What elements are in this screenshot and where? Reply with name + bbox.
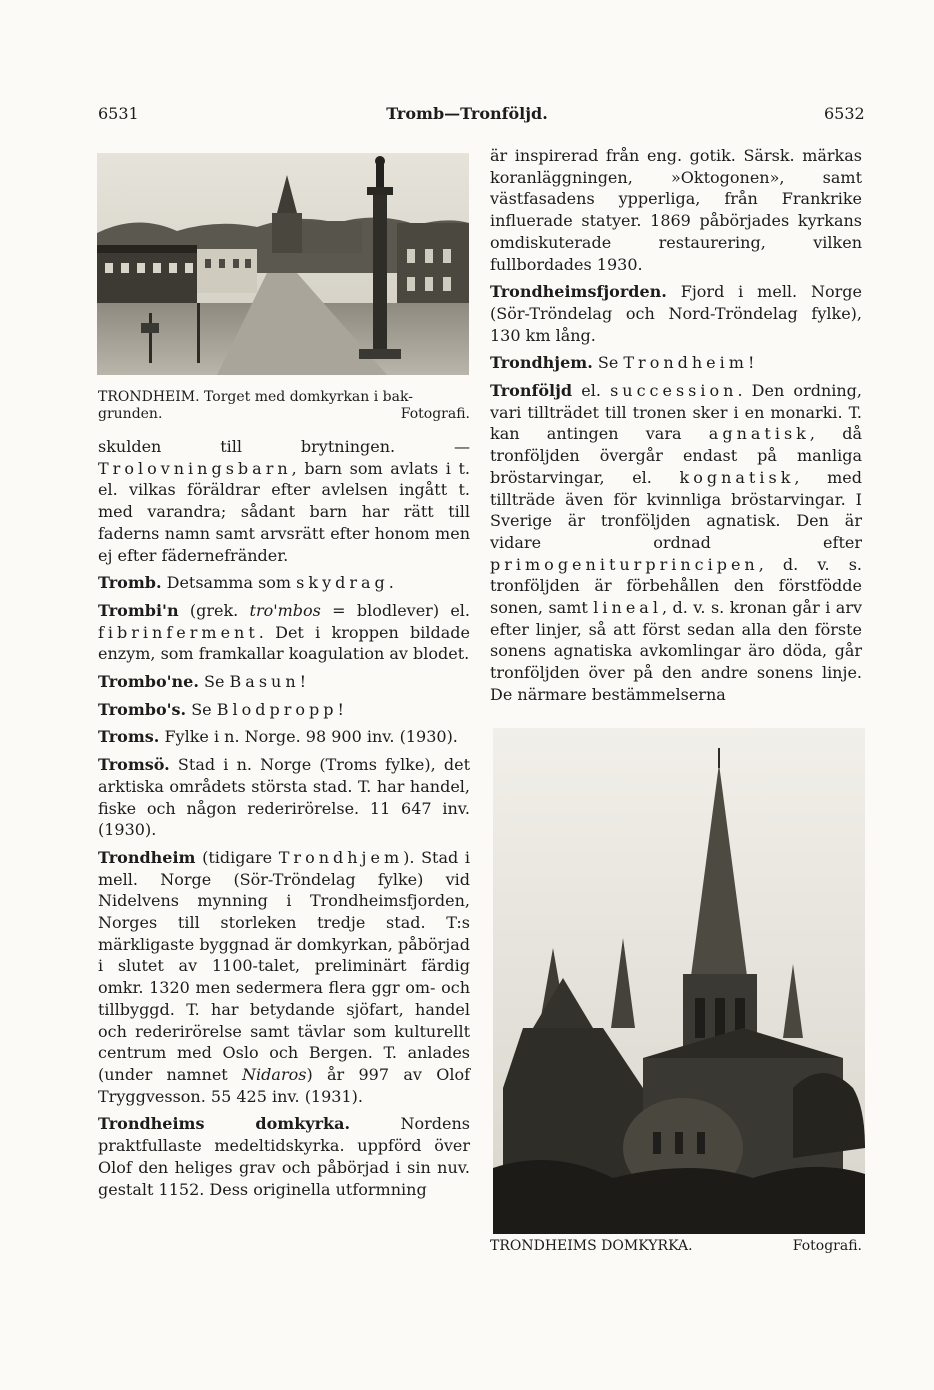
page-header (0, 104, 934, 128)
entry-text: Se (592, 353, 624, 373)
entry-text: . Den ordning, vari tillträdet till tronen sker i en monarki. T. kan antingen vara (490, 381, 863, 444)
entry-text: Trondheim (623, 353, 748, 373)
photo-trondheim-cathedral (493, 728, 865, 1234)
entry-text: är inspirerad från eng. gotik. Särsk. märkas koranläggningen, »Oktogonen», samt västfasadens ypperliga, från Frankrike influerade statyer. 1869 påbörjades kyrkans omdiskuterade restaurering, vilken fullbordades 1930. (490, 146, 862, 274)
entry-text: ! (299, 672, 307, 692)
entry-text: Trolovningsbarn (98, 458, 292, 478)
dictionary-entry (98, 436, 470, 566)
entry-text: tro'mbos (249, 600, 321, 620)
entry-text: agnatisk (708, 424, 810, 444)
page-number-right: 6532 (824, 104, 865, 123)
entry-text: ) år 997 av Olof Tryggvesson. 55 425 inv. (1931). (98, 1064, 470, 1106)
entry-text: Fjord i mell. Norge (Sör-Tröndelag och Nord-Tröndelag fylke), 130 km lång. (490, 282, 862, 345)
running-title: Tromb—Tronföljd. (386, 104, 548, 123)
dictionary-entry (98, 600, 470, 665)
figure-caption-bottom-credit: Fotografi. (792, 1238, 862, 1254)
entry-text: (tidigare (195, 847, 279, 867)
entry-text: skulden till brytningen. — (98, 437, 470, 456)
entry-text: ). Stad i mell. Norge (Sör-Tröndelag fylke) vid Nidelvens mynning i Trondheimsfjorden, Norges till storleken tredje stad. T:s märkligaste byggnad är domkyrkan, påbörjad i slutet av 1100-talet, preliminärt färdig omkr. 1320 men sedermera flera ggr om- och tillbyggd. T. har betydande sjöfart, handel och rederirörelse samt tävlar som kulturellt centrum med Oslo och Bergen. T. anlades (under namnet (98, 847, 470, 1084)
entry-headword: Trondhjem. (490, 353, 593, 373)
entry-text: Nidaros (242, 1064, 307, 1084)
dictionary-entry (490, 380, 862, 706)
entry-text: Detsamma som (161, 573, 297, 593)
dictionary-entry (98, 847, 470, 1107)
photo-trondheim-square-image (97, 153, 469, 375)
entry-text: el. (572, 381, 611, 401)
entry-text: kognatisk (679, 467, 795, 487)
dictionary-entry (98, 699, 470, 721)
dictionary-entry (490, 145, 862, 275)
entry-text: fibrinferment (98, 622, 259, 642)
photo-trondheim-cathedral-image (493, 728, 865, 1234)
entry-text: = blodlever) el. (320, 600, 470, 620)
entry-text: (grek. (178, 600, 250, 620)
entry-text: , d. v. s. tronföljden är förbehållen den förstfödde sonen, samt (490, 554, 862, 618)
entry-text: lineal (593, 598, 662, 618)
entry-text: Basun (229, 672, 300, 692)
entry-text: . Det i kroppen bildade enzym, som framkallar koagulation av blodet. (98, 622, 470, 664)
entry-text: Blodpropp (216, 699, 338, 719)
entry-headword: Trondheimsfjorden. (490, 282, 667, 302)
entry-text: , då tronföljden övergår endast på manliga bröstarvingar, el. (490, 424, 862, 487)
right-column (490, 145, 862, 712)
figure-caption-top (98, 389, 470, 423)
entry-text: Se (186, 699, 217, 719)
dictionary-entry (98, 572, 470, 594)
entry-text: ! (747, 353, 755, 373)
entry-headword: Trombi'n (98, 600, 179, 620)
entry-text: primogeniturprincipen (490, 554, 759, 574)
dictionary-entry (490, 281, 862, 346)
entry-text: ! (337, 699, 344, 719)
entry-headword: Tromsö. (98, 755, 170, 775)
entry-text: Nordens praktfullaste medeltidskyrka. uppförd över Olof den heliges grav och påbörjad i sin nuv. gestalt 1152. Dess originella utformning (98, 1114, 470, 1199)
entry-headword: Tronföljd (490, 381, 573, 401)
entry-headword: Trombo'ne. (98, 672, 199, 692)
page-number-left: 6531 (98, 104, 139, 123)
figure-caption-bottom (490, 1238, 862, 1255)
entry-text: . (388, 573, 394, 593)
dictionary-entry (98, 754, 470, 841)
figure-caption-bottom-text: TRONDHEIMS DOMKYRKA. (490, 1238, 693, 1254)
figure-caption-top-credit: Fotografi. (400, 406, 470, 422)
dictionary-entry (98, 726, 470, 748)
entry-text: Se (198, 672, 230, 692)
entry-text: Trondhjem (278, 847, 404, 867)
entry-headword: Trondheim (98, 847, 196, 867)
dictionary-entry (98, 1113, 470, 1200)
entry-text: succession (610, 381, 738, 401)
entry-text: skydrag (296, 573, 389, 593)
entry-text: Stad i n. Norge (Troms fylke), det arktiska områdets största stad. T. har handel, fiske och någon rederirörelse. 11 647 inv. (1930). (98, 755, 470, 840)
entry-text: Fylke i n. Norge. 98 900 inv. (1930). (159, 727, 458, 747)
photo-trondheim-square (97, 153, 469, 375)
entry-headword: Troms. (98, 727, 160, 747)
entry-text: , med tillträde även för kvinnliga bröstarvingar. I Sverige är tronföljden agnatisk. Den är vidare ordnad efter (490, 467, 862, 552)
entry-headword: Trombo's. (98, 699, 187, 719)
entry-text: , barn som avlats i t. el. vilkas föräldrar efter avlelsen ingått t. med varandra; sådant barn har rätt till faderns namn samt arvsrätt efter honom men ej efter fädernefränder. (98, 458, 470, 565)
entry-headword: Tromb. (98, 573, 162, 593)
entry-headword: Trondheims domkyrka. (98, 1114, 351, 1134)
dictionary-entry (98, 671, 470, 693)
figure-caption-top-text: TRONDHEIM. Torget med domkyrkan i bak-grunden. (98, 389, 413, 422)
left-column (98, 436, 470, 1206)
dictionary-entry (490, 352, 862, 374)
entry-text: , d. v. s. kronan går i arv efter linjer, så att först sedan alla den förste sonens agnatiska avkomlingar äro döda, går tronföljden över på den andre sonens linje. De närmare bestämmelserna (490, 598, 863, 704)
